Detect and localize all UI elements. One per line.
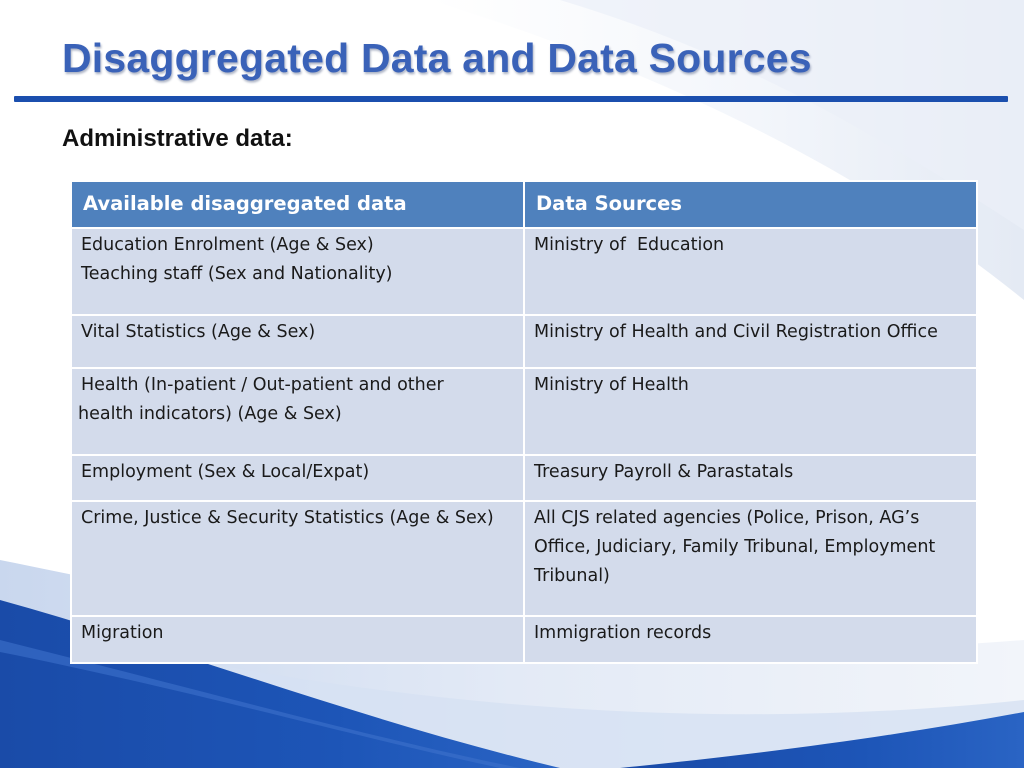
cell-line: Vital Statistics (Age & Sex) (81, 322, 316, 342)
cell-line: Treasury Payroll & Parastatals (534, 462, 794, 482)
cell-line: All CJS related agencies (Police, Prison, AG’s (534, 508, 920, 528)
section-heading: Administrative data: (62, 125, 293, 152)
cell-line: Ministry of Education (534, 235, 725, 255)
data-source-cell (524, 455, 977, 501)
table-header-row (71, 181, 977, 228)
table-row (71, 368, 977, 455)
cell-line: Migration (81, 623, 164, 643)
available-data-cell (71, 228, 524, 315)
data-source-cell (524, 315, 977, 368)
available-data-cell (71, 501, 524, 616)
data-source-cell (524, 228, 977, 315)
data-source-cell (524, 616, 977, 663)
data-source-cell (524, 501, 977, 616)
cell-line: Education Enrolment (Age & Sex) (81, 235, 374, 255)
available-data-cell (71, 368, 524, 455)
cell-line: Crime, Justice & Security Statistics (Age & Sex) (81, 508, 494, 528)
available-data-cell (71, 315, 524, 368)
table-row (71, 315, 977, 368)
available-data-cell (71, 455, 524, 501)
table-row (71, 616, 977, 663)
column-header-available-data: Available disaggregated data (71, 181, 524, 228)
data-sources-table (70, 180, 978, 664)
title-underline (14, 96, 1008, 102)
cell-line: Health (In-patient / Out-patient and other (81, 375, 444, 395)
table-row (71, 455, 977, 501)
cell-line: health indicators) (Age & Sex) (78, 404, 342, 424)
column-header-data-sources: Data Sources (524, 181, 977, 228)
cell-line: Employment (Sex & Local/Expat) (81, 462, 370, 482)
cell-line: Immigration records (534, 623, 712, 643)
cell-line: Teaching staff (Sex and Nationality) (81, 264, 393, 284)
cell-line: Tribunal) (534, 566, 610, 586)
cell-line: Office, Judiciary, Family Tribunal, Employment (534, 537, 936, 557)
cell-line: Ministry of Health and Civil Registration Office (534, 322, 938, 342)
table-row (71, 228, 977, 315)
slide-title: Disaggregated Data and Data Sources (62, 35, 812, 81)
available-data-cell (71, 616, 524, 663)
data-source-cell (524, 368, 977, 455)
cell-line: Ministry of Health (534, 375, 689, 395)
table-row (71, 501, 977, 616)
